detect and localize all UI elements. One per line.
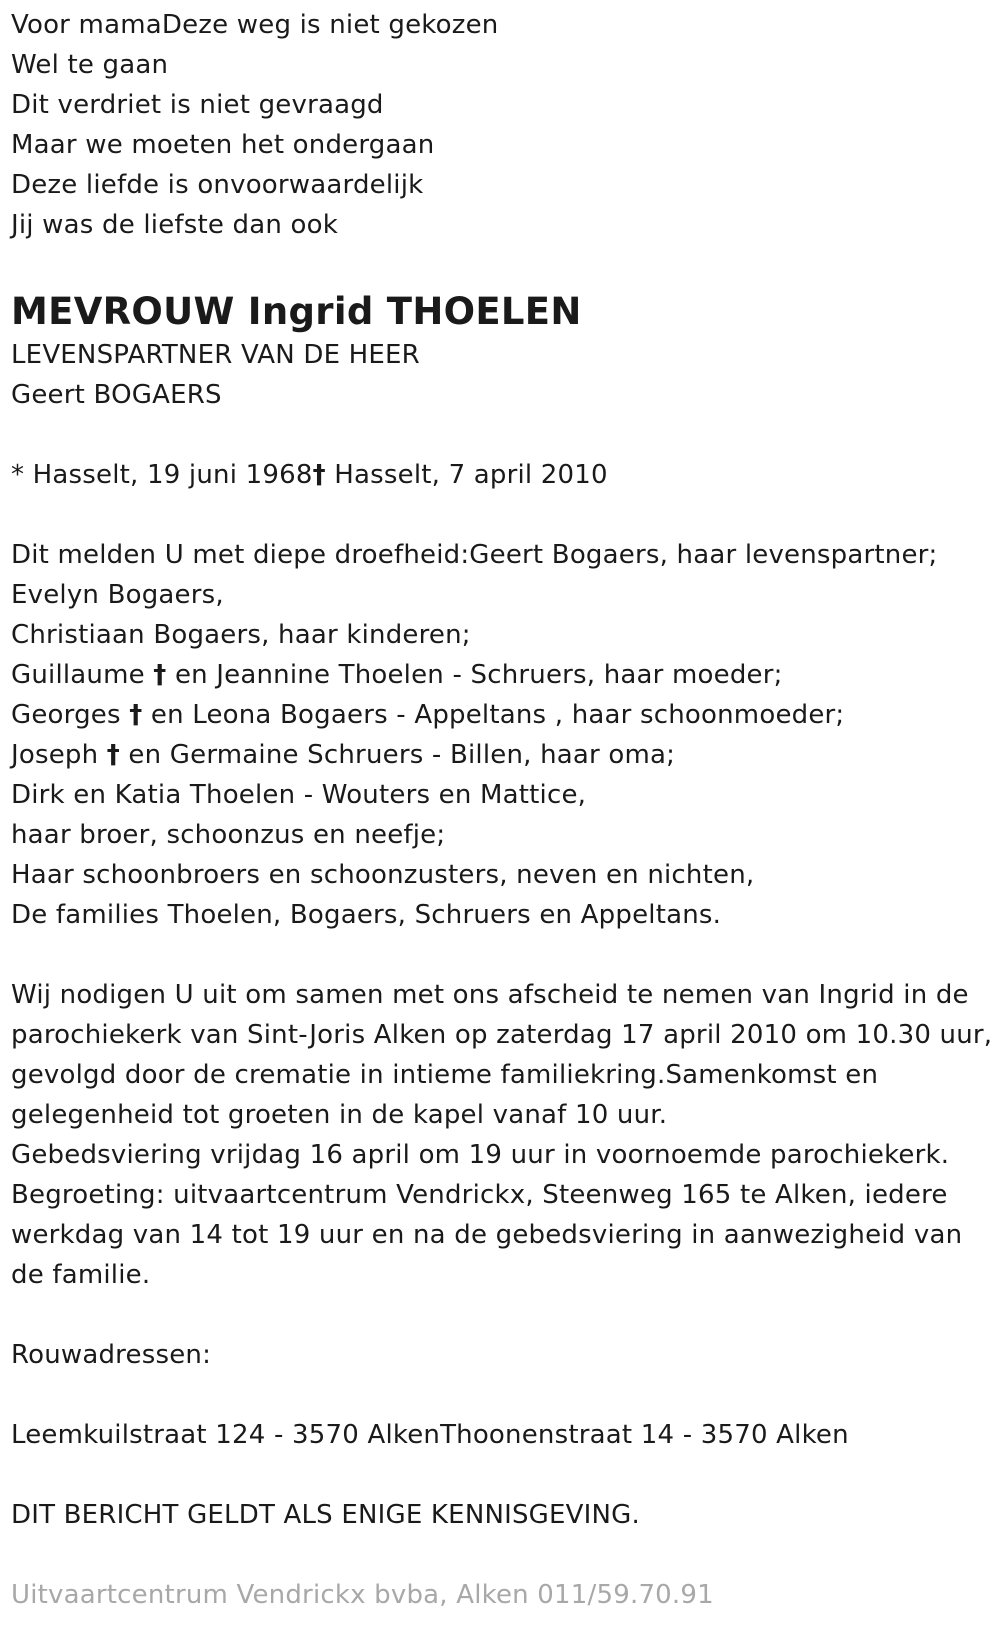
- cross-icon: †: [153, 660, 167, 690]
- poem-line: Wel te gaan: [11, 50, 169, 80]
- poem-line: Voor mamaDeze weg is niet gekozen: [11, 10, 499, 40]
- family-text: Guillaume: [11, 660, 154, 690]
- cross-icon: †: [129, 700, 143, 730]
- obituary-document: [11, 0, 991, 1615]
- invitation-paragraph: [11, 975, 991, 1295]
- family-line: Dirk en Katia Thoelen - Wouters en Mattice,: [11, 780, 587, 810]
- invitation-line: de familie.: [11, 1260, 151, 1290]
- invitation-line: werkdag van 14 tot 19 uur en na de gebedsviering in aanwezigheid van: [11, 1220, 963, 1250]
- notice-text: DIT BERICHT GELDT ALS ENIGE KENNISGEVING.: [11, 1500, 640, 1530]
- poem-line: Dit verdriet is niet gevraagd: [11, 90, 384, 120]
- cross-icon: †: [106, 740, 120, 770]
- family-line: haar broer, schoonzus en neefje;: [11, 820, 446, 850]
- family-line: Dit melden U met diepe droefheid:Geert Bogaers, haar levenspartner;: [11, 540, 938, 570]
- poem-line: Maar we moeten het ondergaan: [11, 130, 435, 160]
- invitation-line: Gebedsviering vrijdag 16 april om 19 uur in voornoemde parochiekerk.: [11, 1140, 950, 1170]
- partner-name: Geert BOGAERS: [11, 380, 222, 410]
- family-line: Christiaan Bogaers, haar kinderen;: [11, 620, 471, 650]
- family-line: [11, 695, 991, 735]
- cross-icon: †: [312, 460, 326, 490]
- family-text: en Leona Bogaers - Appeltans , haar schoonmoeder;: [142, 700, 845, 730]
- life-dates: [11, 455, 991, 495]
- relation-line: LEVENSPARTNER VAN DE HEER: [11, 340, 420, 370]
- funeral-home-footer: Uitvaartcentrum Vendrickx bvba, Alken 011/59.70.91: [11, 1580, 714, 1610]
- family-text: en Jeannine Thoelen - Schruers, haar moeder;: [166, 660, 783, 690]
- addresses-value: Leemkuilstraat 124 - 3570 AlkenThoonenstraat 14 - 3570 Alken: [11, 1420, 849, 1450]
- invitation-line: Wij nodigen U uit om samen met ons afscheid te nemen van Ingrid in de: [11, 980, 969, 1010]
- family-line: De families Thoelen, Bogaers, Schruers en Appeltans.: [11, 900, 722, 930]
- family-line: Evelyn Bogaers,: [11, 580, 224, 610]
- family-line: [11, 735, 991, 775]
- death-date: Hasselt, 7 april 2010: [325, 460, 608, 490]
- poem-line: Deze liefde is onvoorwaardelijk: [11, 170, 424, 200]
- invitation-line: parochiekerk van Sint-Joris Alken op zaterdag 17 april 2010 om 10.30 uur,: [11, 1020, 993, 1050]
- family-text: Georges: [11, 700, 130, 730]
- invitation-line: gelegenheid tot groeten in de kapel vanaf 10 uur.: [11, 1100, 668, 1130]
- deceased-name: MEVROUW Ingrid THOELEN: [11, 290, 582, 333]
- poem-line: Jij was de liefste dan ook: [11, 210, 339, 240]
- family-text: Joseph: [11, 740, 107, 770]
- invitation-line: gevolgd door de crematie in intieme familiekring.Samenkomst en: [11, 1060, 879, 1090]
- family-text: en Germaine Schruers - Billen, haar oma;: [119, 740, 676, 770]
- addresses-label: Rouwadressen:: [11, 1340, 212, 1370]
- family-line: Haar schoonbroers en schoonzusters, neven en nichten,: [11, 860, 755, 890]
- birth-date: * Hasselt, 19 juni 1968: [11, 460, 313, 490]
- family-list: [11, 535, 991, 935]
- family-line: [11, 655, 991, 695]
- poem: [11, 5, 991, 245]
- invitation-line: Begroeting: uitvaartcentrum Vendrickx, Steenweg 165 te Alken, iedere: [11, 1180, 948, 1210]
